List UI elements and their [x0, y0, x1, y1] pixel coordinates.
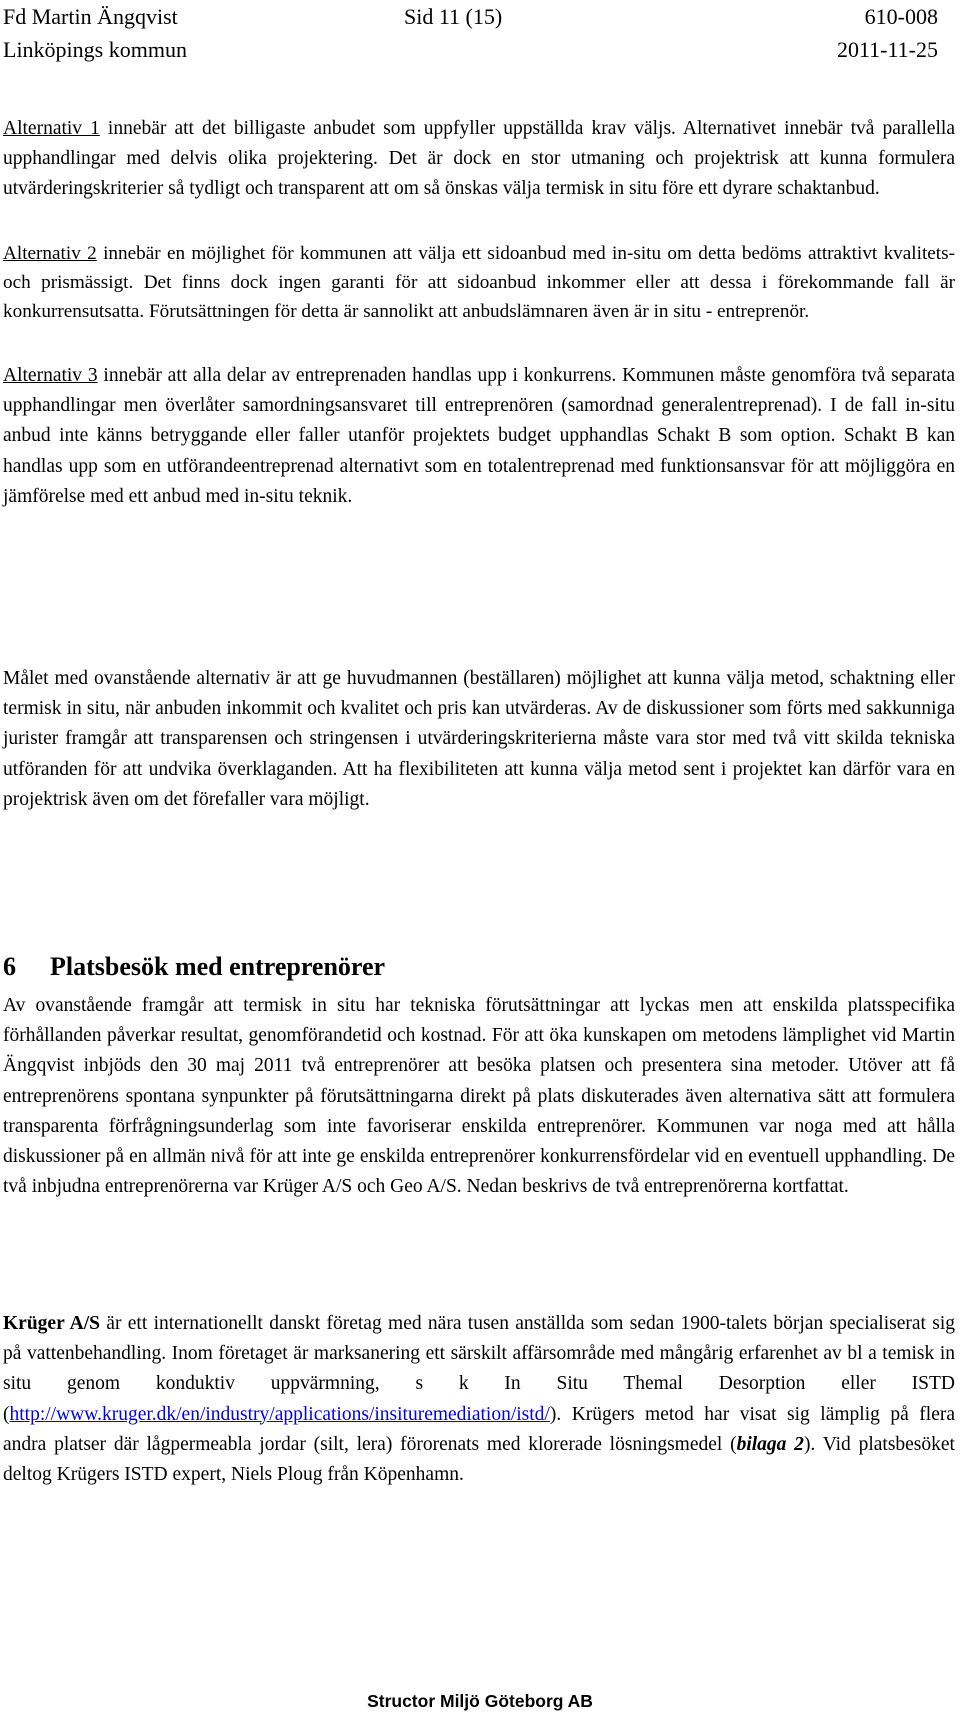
paragraph-alternativ-1: [3, 114, 955, 205]
header-date: 2011-11-25: [836, 37, 938, 62]
kruger-text-c: ). Vid platsbesöket deltog Krügers ISTD expert, Niels Ploug från Köpenhamn.: [3, 1433, 955, 1486]
alternativ-2-label: Alternativ 2: [3, 243, 97, 264]
paragraph-alternativ-3: [3, 361, 955, 512]
section-6-number: 6: [3, 952, 16, 981]
alternativ-2-text: innebär en möjlighet för kommunen att välja ett sidoanbud med in-situ om detta bedöms attraktivt kvalitets- och prismässigt. Det finns dock ingen garanti för att sidoanbud inkommer eller att dessa i förekommande fall är konkurrensutsatta. Förutsättningen för detta är sannolikt att anbudslämnaren även är in situ - entreprenör.: [3, 243, 955, 323]
kruger-istd-link[interactable]: http://www.kruger.dk/en/industry/applications/insituremediation/istd/: [9, 1403, 550, 1425]
kruger-name: Krüger A/S: [3, 1313, 100, 1334]
alternativ-3-label: Alternativ 3: [3, 365, 98, 386]
header-doc-number: 610-008: [864, 4, 938, 29]
kruger-text-b: ). Krügers metod har visat sig lämplig på flera andra platser där lågpermeabla jordar (silt, lera) förorenats med klorerade lösningsmedel (: [3, 1403, 955, 1455]
alternativ-1-text: innebär att det billigaste anbudet som uppfyller uppställda krav väljs. Alternativet innebär två parallella upphandlingar med delvis olika projektering. Det är dock en stor utmaning och projektrisk att kunna formulera utvärderingskriterier så tydligt och transparent att om så önskas välja termisk in situ före ett dyrare schaktanbud.: [3, 118, 956, 200]
paragraph-section-6-intro: Av ovanstående framgår att termisk in situ har tekniska förutsättningar att lyckas men att enskilda platsspecifika förhållanden påverkar resultat, genomförandetid och kostnad. För att öka kunskapen om metodens lämplighet vid Martin Ängqvist inbjöds den 30 maj 2011 två entreprenörer att besöka platsen och presentera sina metoder. Utöver att få entreprenörens spontana synpunkter på förutsättningarna direkt på plats diskuterades även alternativa sätt att formulera transparenta förfrågningsunderlag som inte favoriserar enskilda entreprenörer. Kommunen var noga med att hålla diskussioner på en allmän nivå för att inte ge enskilda entreprenörer konkurrensfördelar vid en eventuell upphandling. De två inbjudna entreprenörerna var Krüger A/S och Geo A/S. Nedan beskrivs de två entreprenörerna kortfattat.: [3, 995, 955, 1198]
footer-company: Structor Miljö Göteborg AB: [367, 1691, 593, 1711]
alternativ-3-text: innebär att alla delar av entreprenaden handlas upp i konkurrens. Kommunen måste genomföra två separata upphandlingar men överlåter samordningsansvaret till entreprenören (samordnad generalentreprenad). I de fall in-situ anbud inte känns betryggande eller faller utanför projektets budget upphandlas Schakt B som option. Schakt B kan handlas upp som en utförandeentreprenad alternativt som en totalentreprenad med funktionsansvar för att möjliggöra en jämförelse med ett anbud med in-situ teknik.: [3, 365, 955, 507]
header-author: Fd Martin Ängqvist: [3, 4, 178, 29]
header-page-number: Sid 11 (15): [404, 4, 503, 29]
header-organization: Linköpings kommun: [3, 37, 187, 62]
section-6-title: Platsbesök med entreprenörer: [50, 952, 386, 981]
paragraph-goal: Målet med ovanstående alternativ är att ge huvudmannen (beställaren) möjlighet att kunna välja metod, schaktning eller termisk in situ, när anbuden inkommit och kvalitet och pris kan utvärderas. Av de diskussioner som förts med sakkunniga jurister framgår att transparensen och stringensen i utvärderingskriterierna måste vara stor med två vitt skilda tekniska utföranden för att undvika överklaganden. Att ha flexibiliteten att kunna välja metod sent i projektet kan därför vara en projektrisk även om det förefaller vara möjligt.: [3, 668, 955, 810]
section-6-heading: [3, 950, 385, 984]
alternativ-1-label: Alternativ 1: [3, 118, 100, 139]
paragraph-alternativ-2: [3, 239, 955, 327]
kruger-text-a: är ett internationellt danskt företag med nära tusen anställda som sedan 1900-talets början specialiserat sig på vattenbehandling. Inom företaget är marksanering ett särskilt affärsområde med mångårig erfarenhet av bl a temisk in situ genom konduktiv uppvärmning, s k In Situ Themal Desorption eller ISTD (: [3, 1313, 955, 1425]
paragraph-kruger: [3, 1309, 955, 1490]
bilaga-2-reference: bilaga 2: [736, 1433, 804, 1455]
